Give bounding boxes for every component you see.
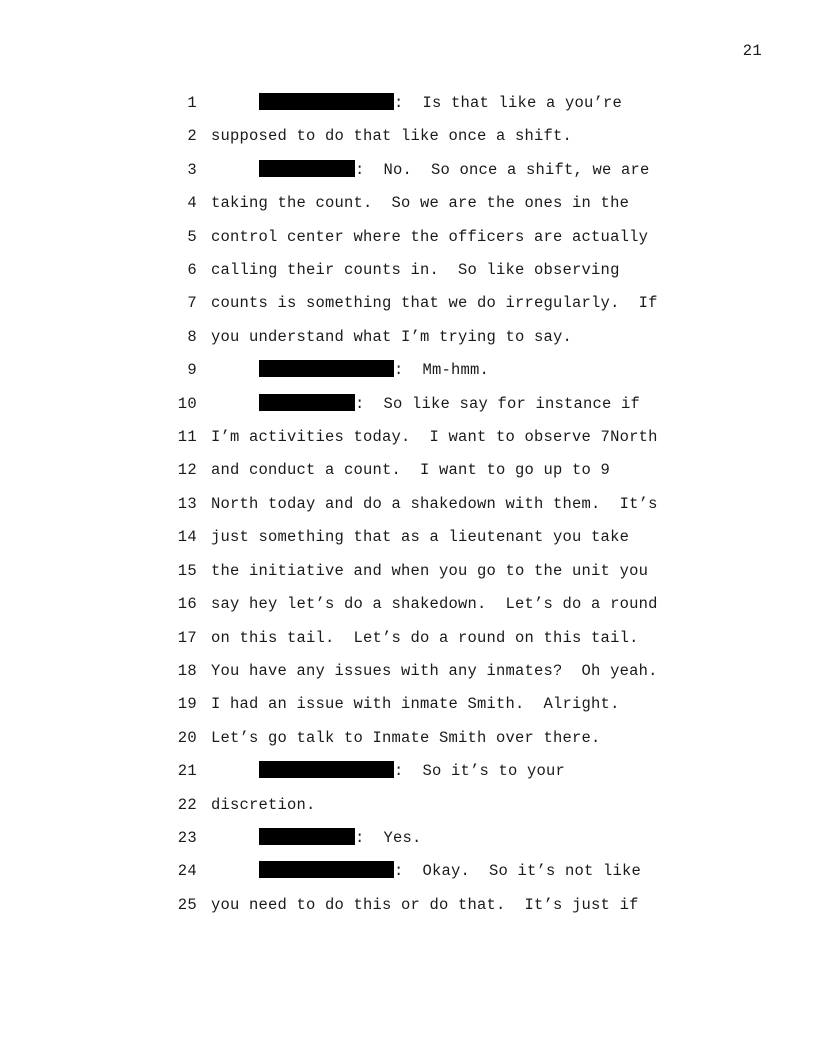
speaker-turn xyxy=(259,87,622,120)
line-content: supposed to do that like once a shift. xyxy=(211,127,573,146)
transcript-body xyxy=(0,87,816,922)
line-text xyxy=(211,454,610,487)
speaker-turn xyxy=(259,822,422,855)
speaker-turn xyxy=(259,855,641,888)
line-content: discretion. xyxy=(211,795,316,814)
line-number: 24 xyxy=(177,862,197,881)
line-number: 20 xyxy=(177,728,197,747)
line-number: 7 xyxy=(187,294,197,313)
redacted-speaker-name xyxy=(259,394,355,411)
speaker-turn xyxy=(259,154,650,187)
transcript-line xyxy=(0,421,816,454)
redacted-speaker-name xyxy=(259,360,394,377)
line-number: 19 xyxy=(177,695,197,714)
line-content: North today and do a shakedown with them. It’s xyxy=(211,494,658,513)
line-content: : Okay. So it’s not like xyxy=(394,862,642,881)
line-content: counts is something that we do irregularly. If xyxy=(211,294,658,313)
line-number: 2 xyxy=(187,127,197,146)
transcript-line xyxy=(0,388,816,421)
line-content: I had an issue with inmate Smith. Alright. xyxy=(211,695,620,714)
line-number: 15 xyxy=(177,561,197,580)
transcript-line xyxy=(0,655,816,688)
transcript-line xyxy=(0,287,816,320)
line-text xyxy=(211,187,629,220)
redacted-speaker-name xyxy=(259,761,394,778)
speaker-turn xyxy=(259,755,565,788)
line-content: : Mm-hmm. xyxy=(394,361,490,380)
transcript-line xyxy=(0,588,816,621)
redacted-speaker-name xyxy=(259,861,394,878)
line-content: : No. So once a shift, we are xyxy=(355,160,650,179)
speaker-turn xyxy=(259,354,489,387)
line-text xyxy=(211,722,601,755)
line-number: 17 xyxy=(177,628,197,647)
line-text xyxy=(211,120,572,153)
transcript-line xyxy=(0,254,816,287)
line-content: calling their counts in. So like observing xyxy=(211,261,620,280)
line-text xyxy=(211,321,572,354)
line-number: 9 xyxy=(187,361,197,380)
line-number: 22 xyxy=(177,795,197,814)
redacted-speaker-name xyxy=(259,160,355,177)
line-text xyxy=(211,889,639,922)
line-content: say hey let’s do a shakedown. Let’s do a round xyxy=(211,595,658,614)
line-content: control center where the officers are actually xyxy=(211,227,649,246)
transcript-line xyxy=(0,688,816,721)
speaker-turn xyxy=(259,388,640,421)
line-content: : Is that like a you’re xyxy=(394,94,623,112)
redacted-speaker-name xyxy=(259,93,394,110)
line-content: you need to do this or do that. It’s just if xyxy=(211,895,639,914)
line-number: 14 xyxy=(177,528,197,547)
line-number: 11 xyxy=(177,428,197,447)
line-content: and conduct a count. I want to go up to 9 xyxy=(211,461,611,480)
transcript-line xyxy=(0,822,816,855)
line-content: Let’s go talk to Inmate Smith over there. xyxy=(211,728,601,747)
line-content: : So like say for instance if xyxy=(355,394,641,413)
transcript-line xyxy=(0,622,816,655)
transcript-line xyxy=(0,120,816,153)
line-content: : Yes. xyxy=(355,828,422,847)
transcript-line xyxy=(0,521,816,554)
line-content: the initiative and when you go to the unit you xyxy=(211,561,649,580)
line-text xyxy=(211,254,620,287)
line-text xyxy=(211,287,658,320)
line-number: 12 xyxy=(177,461,197,480)
line-text xyxy=(211,421,658,454)
line-number: 10 xyxy=(177,394,197,413)
transcript-line xyxy=(0,789,816,822)
line-text xyxy=(211,688,620,721)
line-text xyxy=(211,789,316,822)
line-number: 1 xyxy=(187,94,197,112)
transcript-line xyxy=(0,154,816,187)
transcript-line xyxy=(0,221,816,254)
transcript-line xyxy=(0,889,816,922)
transcript-line xyxy=(0,87,816,120)
line-text xyxy=(211,221,648,254)
transcript-line xyxy=(0,354,816,387)
redacted-speaker-name xyxy=(259,828,355,845)
line-number: 13 xyxy=(177,494,197,513)
line-number: 21 xyxy=(177,762,197,781)
transcript-line xyxy=(0,187,816,220)
line-number: 16 xyxy=(177,595,197,614)
line-text xyxy=(211,622,639,655)
line-text xyxy=(211,655,658,688)
line-text xyxy=(211,521,629,554)
line-content: taking the count. So we are the ones in the xyxy=(211,194,630,213)
line-text xyxy=(211,488,658,521)
line-number: 25 xyxy=(177,895,197,914)
line-content: You have any issues with any inmates? Oh yeah. xyxy=(211,661,658,680)
transcript-line xyxy=(0,488,816,521)
transcript-line xyxy=(0,755,816,788)
transcript-line xyxy=(0,855,816,888)
transcript-line xyxy=(0,722,816,755)
line-content: you understand what I’m trying to say. xyxy=(211,327,573,346)
line-number: 8 xyxy=(187,327,197,346)
line-content: on this tail. Let’s do a round on this tail. xyxy=(211,628,639,647)
line-number: 5 xyxy=(187,227,197,246)
line-text xyxy=(211,555,648,588)
page-number: 21 xyxy=(742,42,762,60)
line-number: 6 xyxy=(187,261,197,280)
line-content: just something that as a lieutenant you take xyxy=(211,528,630,547)
transcript-line xyxy=(0,321,816,354)
line-number: 4 xyxy=(187,194,197,213)
line-number: 18 xyxy=(177,661,197,680)
transcript-line xyxy=(0,454,816,487)
line-content: : So it’s to your xyxy=(394,762,566,781)
line-number: 3 xyxy=(187,160,197,179)
line-number: 23 xyxy=(177,828,197,847)
line-text xyxy=(211,588,658,621)
line-content: I’m activities today. I want to observe 7North xyxy=(211,428,658,447)
transcript-line xyxy=(0,555,816,588)
